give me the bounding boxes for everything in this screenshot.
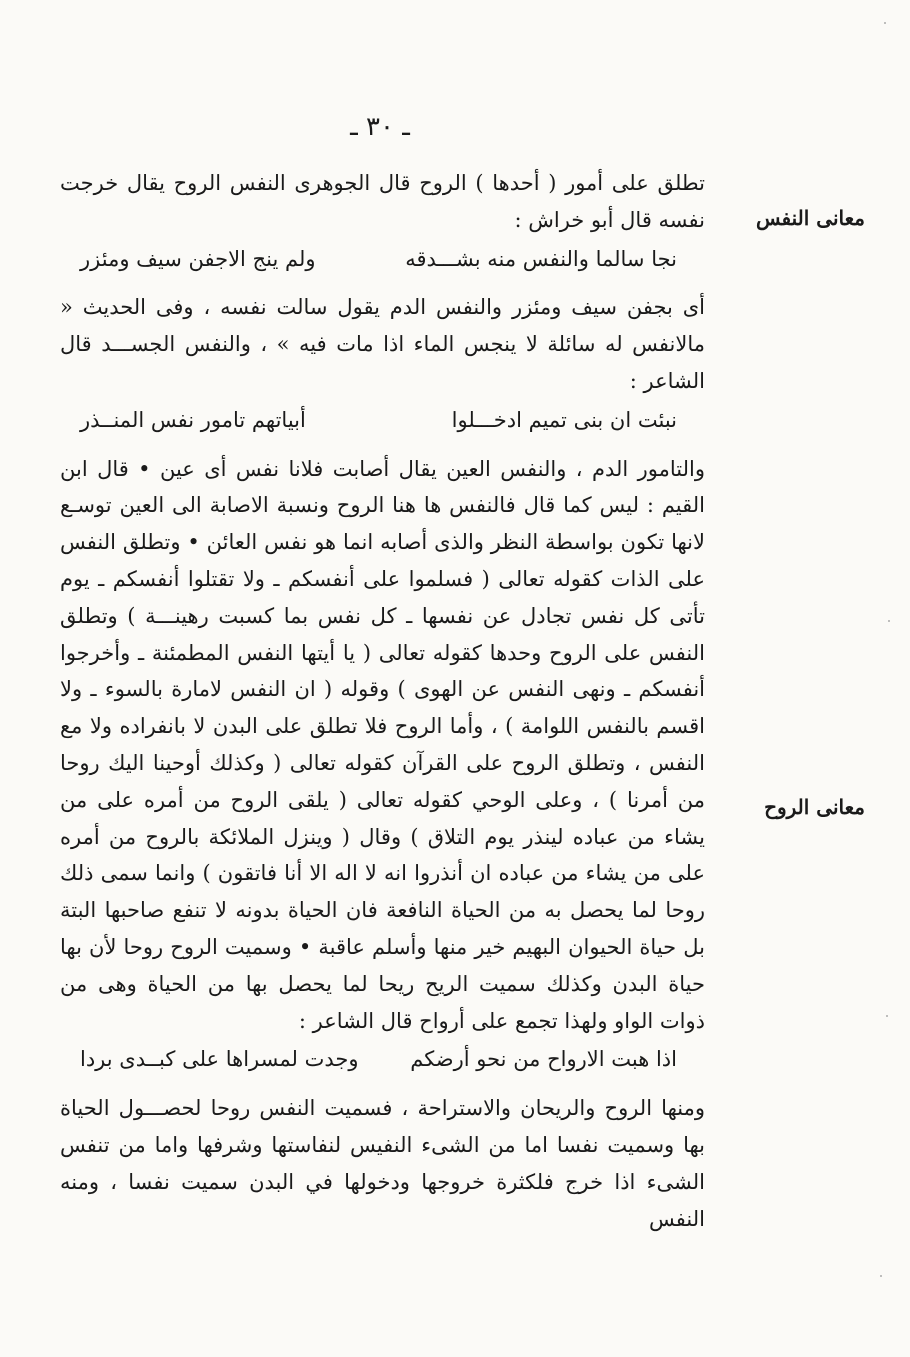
verse-second-hemistich: أبياتهم تامور نفس المنــذر bbox=[80, 407, 306, 432]
scan-speck bbox=[886, 1015, 888, 1017]
verse-first-hemistich: نجا سالما والنفس منه بشـــدقه bbox=[405, 246, 677, 271]
page-number: ـ ٣٠ ـ bbox=[350, 112, 410, 142]
body-text bbox=[60, 165, 705, 1237]
margin-note-ruh: معانى الروح bbox=[764, 795, 865, 819]
margin-note-nafs: معانى النفس bbox=[756, 206, 865, 230]
verse-second-hemistich: ولم ينج الاجفن سيف ومئزر bbox=[80, 246, 316, 271]
paragraph: ومنها الروح والريحان والاستراحة ، فسميت النفس روحا لحصـــول الحياة بها وسميت نفسا اما من الشىء النفيس لنفاستها وشرفها واما من تنفس الشىء اذا خرج فلكثرة خروجها ودخولها في البدن سميت نفسا ، ومنه النفس bbox=[60, 1096, 705, 1231]
verse-first-hemistich: نبئت ان بنى تميم ادخـــلوا bbox=[451, 407, 677, 432]
paragraph: تطلق على أمور ( أحدها ) الروح قال الجوهرى النفس الروح يقال خرجت نفسه قال أبو خراش : bbox=[60, 171, 705, 232]
verse-second-hemistich: وجدت لمسراها على كبــدى بردا bbox=[80, 1047, 359, 1072]
poem-verse bbox=[60, 402, 705, 439]
scan-speck bbox=[884, 22, 886, 24]
poem-verse bbox=[60, 241, 705, 278]
paragraph: أى بجفن سيف ومئزر والنفس الدم يقول سالت نفسه ، وفى الحديث « مالانفس له سائلة لا ينجس الماء اذا مات فيه » ، والنفس الجســـد قال الشاعر : bbox=[60, 295, 705, 393]
paragraph: والتامور الدم ، والنفس العين يقال أصابت فلانا نفس أى عين • قال ابن القيم : ليس كما قال فالنفس ها هنا الروح ونسبة الاصابة الى العين توسـع لانها تكون بواسطة النظر والذى أصابه انما هو نفس العائن • وتطلق النفس على الذات كقوله تعالى ( فسلموا على أنفسكم ـ ولا تقتلوا أنفسكم ـ يوم تأتى كل نفس تجادل عن نفسها ـ كل نفس بما كسبت رهينـــة ) وتطلق النفس على الروح وحدها كقوله تعالى ( يا أيتها النفس المطمئنة ـ وأخرجوا أنفسكم ـ ونهى النفس عن الهوى ) وقوله ( ان النفس لامارة بالسوء ـ ولا اقسم بالنفس اللوامة ) ، وأما الروح فلا تطلق على البدن لا بانفراده ولا مع النفس ، وتطلق الروح على القرآن كقوله تعالى ( وكذلك أوحينا اليك روحا من أمرنا ) ، وعلى الوحي كقوله تعالى ( يلقى الروح من أمره على من يشاء من عباده لينذر يوم التلاق ) وقال ( وينزل الملائكة بالروح من أمره على من يشاء من عباده ان أنذروا انه لا اله الا أنا فاتقون ) وانما سمى ذلك روحا لما يحصل به من الحياة النافعة فان الحياة بدونه لا تنفع صاحبها البتة بل حياة الحيوان البهيم خير منها وأسلم عاقبة • وسميت الروح روحا لأن بها حياة البدن وكذلك سميت الريح ريحا لما يحصل بها من الحياة وهى من ذوات الواو ولهذا تجمع على أرواح قال الشاعر : bbox=[60, 456, 705, 1033]
scan-speck bbox=[888, 620, 890, 622]
scan-speck bbox=[880, 1275, 882, 1277]
verse-first-hemistich: اذا هبت الارواح من نحو أرضكم bbox=[410, 1047, 677, 1072]
poem-verse bbox=[60, 1041, 705, 1078]
